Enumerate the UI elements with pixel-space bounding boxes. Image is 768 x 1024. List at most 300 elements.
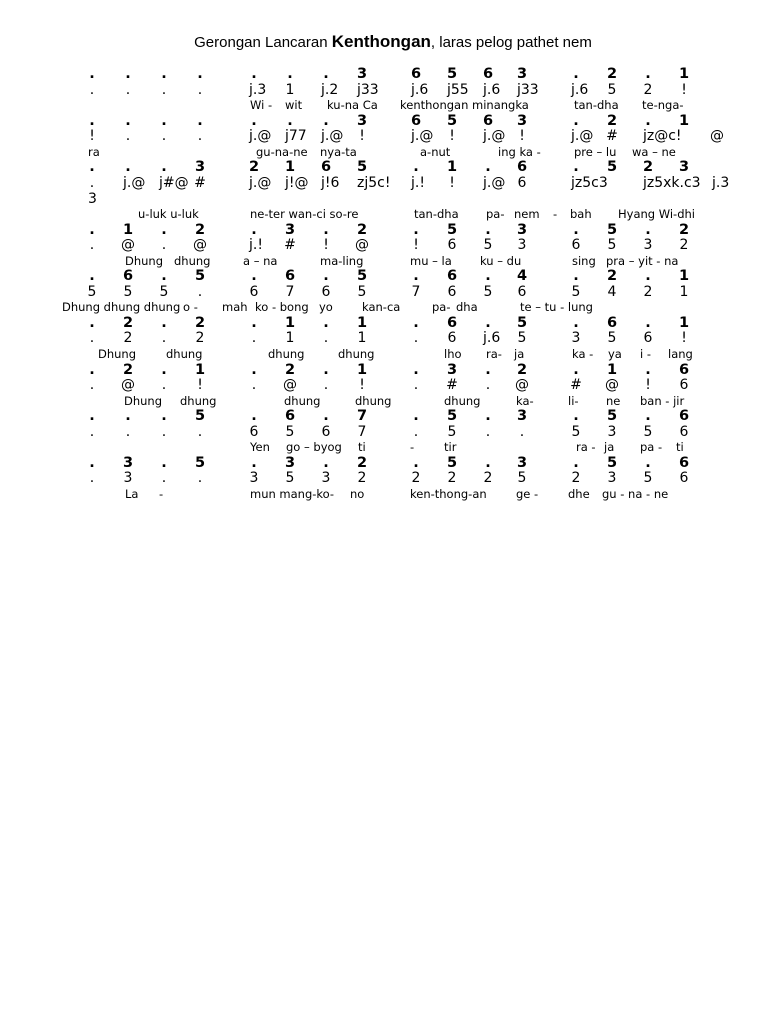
balungan-note: 6: [410, 112, 422, 129]
lyric-line: [0, 487, 768, 503]
vocal-note: 3: [607, 423, 617, 440]
lyric-syllable: ja: [604, 440, 615, 455]
balungan-note: .: [645, 454, 651, 471]
vocal-note: jz5c3: [571, 175, 608, 192]
balungan-note: .: [573, 268, 579, 285]
balungan-note: 2: [248, 159, 260, 176]
lyric-syllable: wa – ne: [632, 144, 676, 159]
notation-block: [0, 67, 768, 114]
balungan-note: .: [323, 66, 329, 83]
vocal-note: 6: [679, 423, 689, 440]
balungan-note: 6: [678, 361, 690, 378]
vocal-line: [0, 285, 768, 301]
balungan-note: 2: [606, 268, 618, 285]
vocal-note: .: [161, 237, 167, 254]
lyric-syllable: -: [410, 440, 415, 455]
vocal-line: [0, 83, 768, 99]
lyric-syllable: a-nut: [420, 144, 451, 159]
lyric-line: [0, 207, 768, 223]
balungan-note: .: [89, 159, 95, 176]
lyric-syllable: dhung: [180, 393, 217, 408]
lyric-syllable: i -: [640, 347, 652, 362]
balungan-note: 2: [356, 454, 368, 471]
balungan-note: 1: [678, 314, 690, 331]
balungan-note: .: [197, 66, 203, 83]
balungan-note: .: [413, 408, 419, 425]
vocal-note: .: [519, 423, 525, 440]
vocal-wrap-line: [0, 192, 768, 208]
lyric-syllable: te-nga-: [642, 98, 684, 113]
lyric-syllable: Dhung: [125, 253, 164, 268]
balungan-note: .: [251, 454, 257, 471]
vocal-note: 6: [249, 283, 259, 300]
vocal-note: j.@: [483, 175, 506, 192]
vocal-note: j.3: [712, 175, 730, 192]
vocal-note: 5: [643, 470, 653, 487]
vocal-note: j#@: [159, 175, 189, 192]
vocal-note: .: [161, 81, 167, 98]
vocal-note: @: [605, 377, 619, 394]
vocal-note: 1: [285, 330, 295, 347]
lyric-syllable: Dhung: [98, 347, 137, 362]
vocal-line: [0, 331, 768, 347]
balungan-note: .: [323, 408, 329, 425]
vocal-note: 5: [87, 283, 97, 300]
lyric-syllable: mah: [222, 300, 248, 315]
vocal-note: 5: [607, 81, 617, 98]
balungan-note: .: [161, 159, 167, 176]
balungan-note: 3: [194, 159, 206, 176]
lyric-syllable: ra: [88, 144, 100, 159]
lyric-syllable: pra – yit - na: [606, 253, 679, 268]
lyric-syllable: Yen: [250, 440, 270, 455]
notation-sheet: [0, 67, 768, 502]
balungan-note: .: [645, 408, 651, 425]
lyric-syllable: o -: [183, 300, 198, 315]
balungan-note: 2: [642, 159, 654, 176]
vocal-note: @: [515, 377, 529, 394]
balungan-note: .: [287, 112, 293, 129]
lyric-line: [0, 394, 768, 410]
vocal-note: .: [413, 377, 419, 394]
lyric-syllable: li-: [568, 393, 579, 408]
vocal-note: 5: [571, 283, 581, 300]
balungan-note: .: [645, 268, 651, 285]
vocal-note: .: [161, 330, 167, 347]
balungan-note: .: [161, 221, 167, 238]
balungan-note: 3: [516, 221, 528, 238]
vocal-note: .: [323, 330, 329, 347]
lyric-syllable: gu-na-ne: [256, 144, 308, 159]
lyric-syllable: pa-: [432, 300, 451, 315]
vocal-note: 5: [285, 423, 295, 440]
balungan-note: 2: [606, 66, 618, 83]
balungan-note: .: [485, 314, 491, 331]
balungan-note: 1: [356, 314, 368, 331]
lyric-syllable: pa -: [640, 440, 663, 455]
balungan-note: 5: [446, 454, 458, 471]
vocal-note: 2: [195, 330, 205, 347]
vocal-line: [0, 176, 768, 192]
vocal-note: j.6: [483, 81, 501, 98]
vocal-note: !: [449, 128, 455, 145]
vocal-note: j55: [447, 81, 469, 98]
vocal-line: [0, 129, 768, 145]
lyric-line: [0, 347, 768, 363]
notation-block: [0, 160, 768, 222]
balungan-note: 5: [446, 408, 458, 425]
balungan-note: 5: [606, 159, 618, 176]
vocal-note: 1: [679, 283, 689, 300]
vocal-note: 6: [571, 237, 581, 254]
balungan-note: .: [485, 408, 491, 425]
vocal-note: @: [121, 377, 135, 394]
vocal-note: 5: [517, 330, 527, 347]
balungan-note: .: [125, 112, 131, 129]
vocal-note: .: [197, 470, 203, 487]
lyric-syllable: mun mang-ko-: [250, 486, 335, 501]
balungan-note: .: [573, 221, 579, 238]
vocal-note: j.@: [249, 128, 272, 145]
balungan-note: .: [645, 112, 651, 129]
balungan-note: .: [573, 314, 579, 331]
lyric-syllable: lho: [444, 347, 462, 362]
balungan-note: 6: [284, 268, 296, 285]
balungan-note: 2: [194, 221, 206, 238]
lyric-syllable: ge -: [516, 486, 539, 501]
lyric-syllable: dhung: [174, 253, 211, 268]
vocal-note: 6: [249, 423, 259, 440]
balungan-note: .: [573, 112, 579, 129]
balungan-note: 6: [446, 314, 458, 331]
balungan-note: 6: [606, 314, 618, 331]
vocal-note: 3: [249, 470, 259, 487]
vocal-note: !: [359, 377, 365, 394]
vocal-note: j.@: [249, 175, 272, 192]
balungan-note: .: [125, 408, 131, 425]
balungan-note: .: [251, 112, 257, 129]
vocal-note: .: [89, 81, 95, 98]
balungan-line: [0, 223, 768, 239]
lyric-syllable: gu - na - ne: [602, 486, 669, 501]
balungan-note: 3: [356, 112, 368, 129]
balungan-note: 5: [516, 314, 528, 331]
vocal-note: jz@c!: [643, 128, 682, 145]
lyric-syllable: ka-: [516, 393, 534, 408]
vocal-note: 2: [679, 237, 689, 254]
balungan-note: 5: [446, 66, 458, 83]
balungan-note: 4: [516, 268, 528, 285]
vocal-note: j33: [517, 81, 539, 98]
lyric-syllable: dhung: [355, 393, 392, 408]
balungan-note: 2: [122, 361, 134, 378]
vocal-note: 3: [88, 190, 97, 207]
vocal-note: 2: [357, 470, 367, 487]
balungan-note: .: [485, 221, 491, 238]
balungan-note: 2: [516, 361, 528, 378]
vocal-note: 2: [123, 330, 133, 347]
vocal-note: 7: [357, 423, 367, 440]
vocal-note: j.@: [321, 128, 344, 145]
balungan-note: 1: [284, 159, 296, 176]
balungan-note: .: [89, 314, 95, 331]
balungan-note: 5: [194, 408, 206, 425]
balungan-note: .: [645, 361, 651, 378]
vocal-note: .: [251, 377, 257, 394]
vocal-note: .: [197, 283, 203, 300]
vocal-note: 2: [483, 470, 493, 487]
lyric-syllable: dhung: [444, 393, 481, 408]
balungan-note: .: [323, 112, 329, 129]
vocal-note: !: [323, 237, 329, 254]
vocal-note: .: [125, 128, 131, 145]
lyric-syllable: kenthongan minangka: [400, 98, 529, 113]
balungan-note: 3: [516, 66, 528, 83]
vocal-note: 6: [321, 423, 331, 440]
balungan-note: 1: [678, 66, 690, 83]
vocal-note: 3: [607, 470, 617, 487]
vocal-note: 6: [447, 330, 457, 347]
balungan-note: .: [323, 314, 329, 331]
vocal-note: 5: [357, 283, 367, 300]
balungan-note: 5: [606, 454, 618, 471]
vocal-note: 6: [517, 175, 527, 192]
balungan-note: .: [413, 314, 419, 331]
lyric-syllable: u-luk u-luk: [138, 207, 199, 222]
vocal-note: 6: [447, 237, 457, 254]
balungan-note: 7: [356, 408, 368, 425]
vocal-note: @: [121, 237, 135, 254]
notation-block: [0, 363, 768, 410]
vocal-note: .: [197, 81, 203, 98]
balungan-note: .: [161, 66, 167, 83]
notation-block: [0, 316, 768, 363]
balungan-note: .: [485, 361, 491, 378]
balungan-note: 6: [410, 66, 422, 83]
lyric-syllable: dha: [456, 300, 478, 315]
lyric-syllable: no: [350, 486, 365, 501]
balungan-note: .: [645, 221, 651, 238]
lyric-syllable: ya: [608, 347, 622, 362]
balungan-note: 2: [606, 112, 618, 129]
vocal-note: 1: [285, 81, 295, 98]
balungan-note: .: [89, 221, 95, 238]
balungan-note: 2: [122, 314, 134, 331]
lyric-syllable: ne-ter wan-ci so-re: [250, 207, 359, 222]
vocal-note: .: [197, 128, 203, 145]
balungan-note: .: [485, 454, 491, 471]
vocal-note: 3: [643, 237, 653, 254]
balungan-note: .: [287, 66, 293, 83]
notation-block: [0, 409, 768, 456]
lyric-syllable: pre – lu: [574, 144, 617, 159]
title-suffix: , laras pelog pathet nem: [430, 34, 592, 51]
notation-block: [0, 456, 768, 503]
vocal-note: 5: [123, 283, 133, 300]
vocal-note: .: [485, 423, 491, 440]
balungan-note: 5: [606, 221, 618, 238]
vocal-note: !: [681, 81, 687, 98]
balungan-note: .: [125, 66, 131, 83]
balungan-note: 6: [284, 408, 296, 425]
vocal-note: j.@: [411, 128, 434, 145]
lyric-syllable: dhung: [338, 347, 375, 362]
vocal-note: 5: [607, 330, 617, 347]
vocal-note: j.@: [571, 128, 594, 145]
vocal-note: @: [710, 128, 724, 145]
vocal-line: [0, 378, 768, 394]
vocal-note: .: [161, 128, 167, 145]
vocal-note: 5: [517, 470, 527, 487]
lyric-syllable: pa-: [486, 207, 505, 222]
vocal-note: j77: [285, 128, 307, 145]
balungan-note: .: [125, 159, 131, 176]
vocal-note: 3: [571, 330, 581, 347]
vocal-note: 3: [321, 470, 331, 487]
balungan-note: 6: [482, 112, 494, 129]
balungan-line: [0, 160, 768, 176]
lyric-syllable: -: [159, 486, 164, 501]
balungan-note: 1: [606, 361, 618, 378]
vocal-note: j.!: [249, 237, 263, 254]
page-title: [0, 31, 768, 54]
lyric-syllable: Dhung dhung dhung: [62, 300, 181, 315]
lyric-line: [0, 145, 768, 161]
vocal-note: !: [89, 128, 95, 145]
balungan-note: .: [413, 268, 419, 285]
balungan-note: 1: [194, 361, 206, 378]
lyric-line: [0, 98, 768, 114]
vocal-note: 2: [447, 470, 457, 487]
lyric-syllable: nya-ta: [320, 144, 357, 159]
vocal-note: #: [446, 377, 458, 394]
balungan-note: .: [645, 314, 651, 331]
lyric-syllable: ma-ling: [320, 253, 364, 268]
vocal-note: j33: [357, 81, 379, 98]
balungan-note: 1: [446, 159, 458, 176]
title-prefix: Gerongan Lancaran: [194, 34, 332, 51]
balungan-note: 3: [678, 159, 690, 176]
vocal-note: 4: [607, 283, 617, 300]
vocal-note: .: [125, 81, 131, 98]
vocal-note: .: [161, 423, 167, 440]
balungan-note: 6: [446, 268, 458, 285]
balungan-note: .: [485, 268, 491, 285]
balungan-note: 1: [356, 361, 368, 378]
lyric-syllable: mu – la: [410, 253, 452, 268]
balungan-note: .: [161, 268, 167, 285]
balungan-note: 6: [516, 159, 528, 176]
balungan-note: .: [645, 66, 651, 83]
balungan-note: 5: [194, 454, 206, 471]
balungan-note: 6: [678, 454, 690, 471]
vocal-note: 6: [679, 377, 689, 394]
balungan-note: .: [323, 454, 329, 471]
lyric-syllable: dhung: [166, 347, 203, 362]
balungan-note: 1: [678, 112, 690, 129]
vocal-note: 5: [607, 237, 617, 254]
vocal-note: !: [197, 377, 203, 394]
balungan-note: 3: [516, 454, 528, 471]
balungan-note: .: [485, 159, 491, 176]
vocal-note: j.6: [411, 81, 429, 98]
balungan-note: .: [413, 361, 419, 378]
vocal-note: j!@: [285, 175, 309, 192]
lyric-syllable: sing: [572, 253, 596, 268]
lyric-syllable: nem: [514, 207, 540, 222]
lyric-syllable: te – tu - lung: [520, 300, 593, 315]
balungan-note: 5: [194, 268, 206, 285]
vocal-note: 5: [571, 423, 581, 440]
balungan-note: 6: [482, 66, 494, 83]
vocal-note: 5: [447, 423, 457, 440]
vocal-note: 6: [679, 470, 689, 487]
vocal-note: j.6: [571, 81, 589, 98]
balungan-note: 1: [122, 221, 134, 238]
lyric-syllable: ra-: [486, 347, 502, 362]
vocal-note: j.@: [123, 175, 146, 192]
vocal-note: 3: [123, 470, 133, 487]
balungan-line: [0, 363, 768, 379]
balungan-note: .: [89, 361, 95, 378]
lyric-syllable: tir: [444, 440, 457, 455]
balungan-note: .: [251, 221, 257, 238]
vocal-note: .: [89, 237, 95, 254]
balungan-note: .: [161, 408, 167, 425]
vocal-note: .: [89, 330, 95, 347]
balungan-note: .: [573, 159, 579, 176]
vocal-note: 6: [517, 283, 527, 300]
balungan-note: 5: [606, 408, 618, 425]
lyric-syllable: ja: [514, 347, 525, 362]
vocal-note: j.!: [411, 175, 425, 192]
lyric-syllable: dhung: [268, 347, 305, 362]
balungan-note: .: [573, 66, 579, 83]
balungan-note: .: [251, 314, 257, 331]
balungan-line: [0, 456, 768, 472]
balungan-note: 1: [678, 268, 690, 285]
lyric-syllable: go – byog: [286, 440, 342, 455]
title-emphasis: Kenthongan: [331, 32, 431, 51]
balungan-note: 3: [284, 454, 296, 471]
balungan-note: 2: [194, 314, 206, 331]
vocal-note: j.@: [483, 128, 506, 145]
lyric-syllable: ti: [676, 440, 684, 455]
vocal-note: 5: [285, 470, 295, 487]
balungan-note: .: [413, 454, 419, 471]
vocal-note: !: [413, 237, 419, 254]
lyric-syllable: ban - jir: [640, 393, 685, 408]
balungan-note: .: [323, 361, 329, 378]
balungan-note: .: [89, 66, 95, 83]
vocal-note: j!6: [321, 175, 340, 192]
vocal-note: .: [323, 377, 329, 394]
vocal-note: 2: [643, 81, 653, 98]
balungan-note: 1: [284, 314, 296, 331]
vocal-note: jz5xk.c3: [643, 175, 701, 192]
lyric-line: [0, 300, 768, 316]
lyric-syllable: Wi -: [250, 98, 273, 113]
lyric-syllable: a – na: [243, 253, 278, 268]
vocal-note: .: [89, 175, 95, 192]
balungan-note: .: [89, 268, 95, 285]
lyric-syllable: ka -: [572, 347, 594, 362]
lyric-syllable: tan-dha: [414, 207, 459, 222]
vocal-note: j.2: [321, 81, 339, 98]
balungan-note: .: [161, 361, 167, 378]
balungan-note: .: [573, 408, 579, 425]
vocal-note: j.6: [483, 330, 501, 347]
